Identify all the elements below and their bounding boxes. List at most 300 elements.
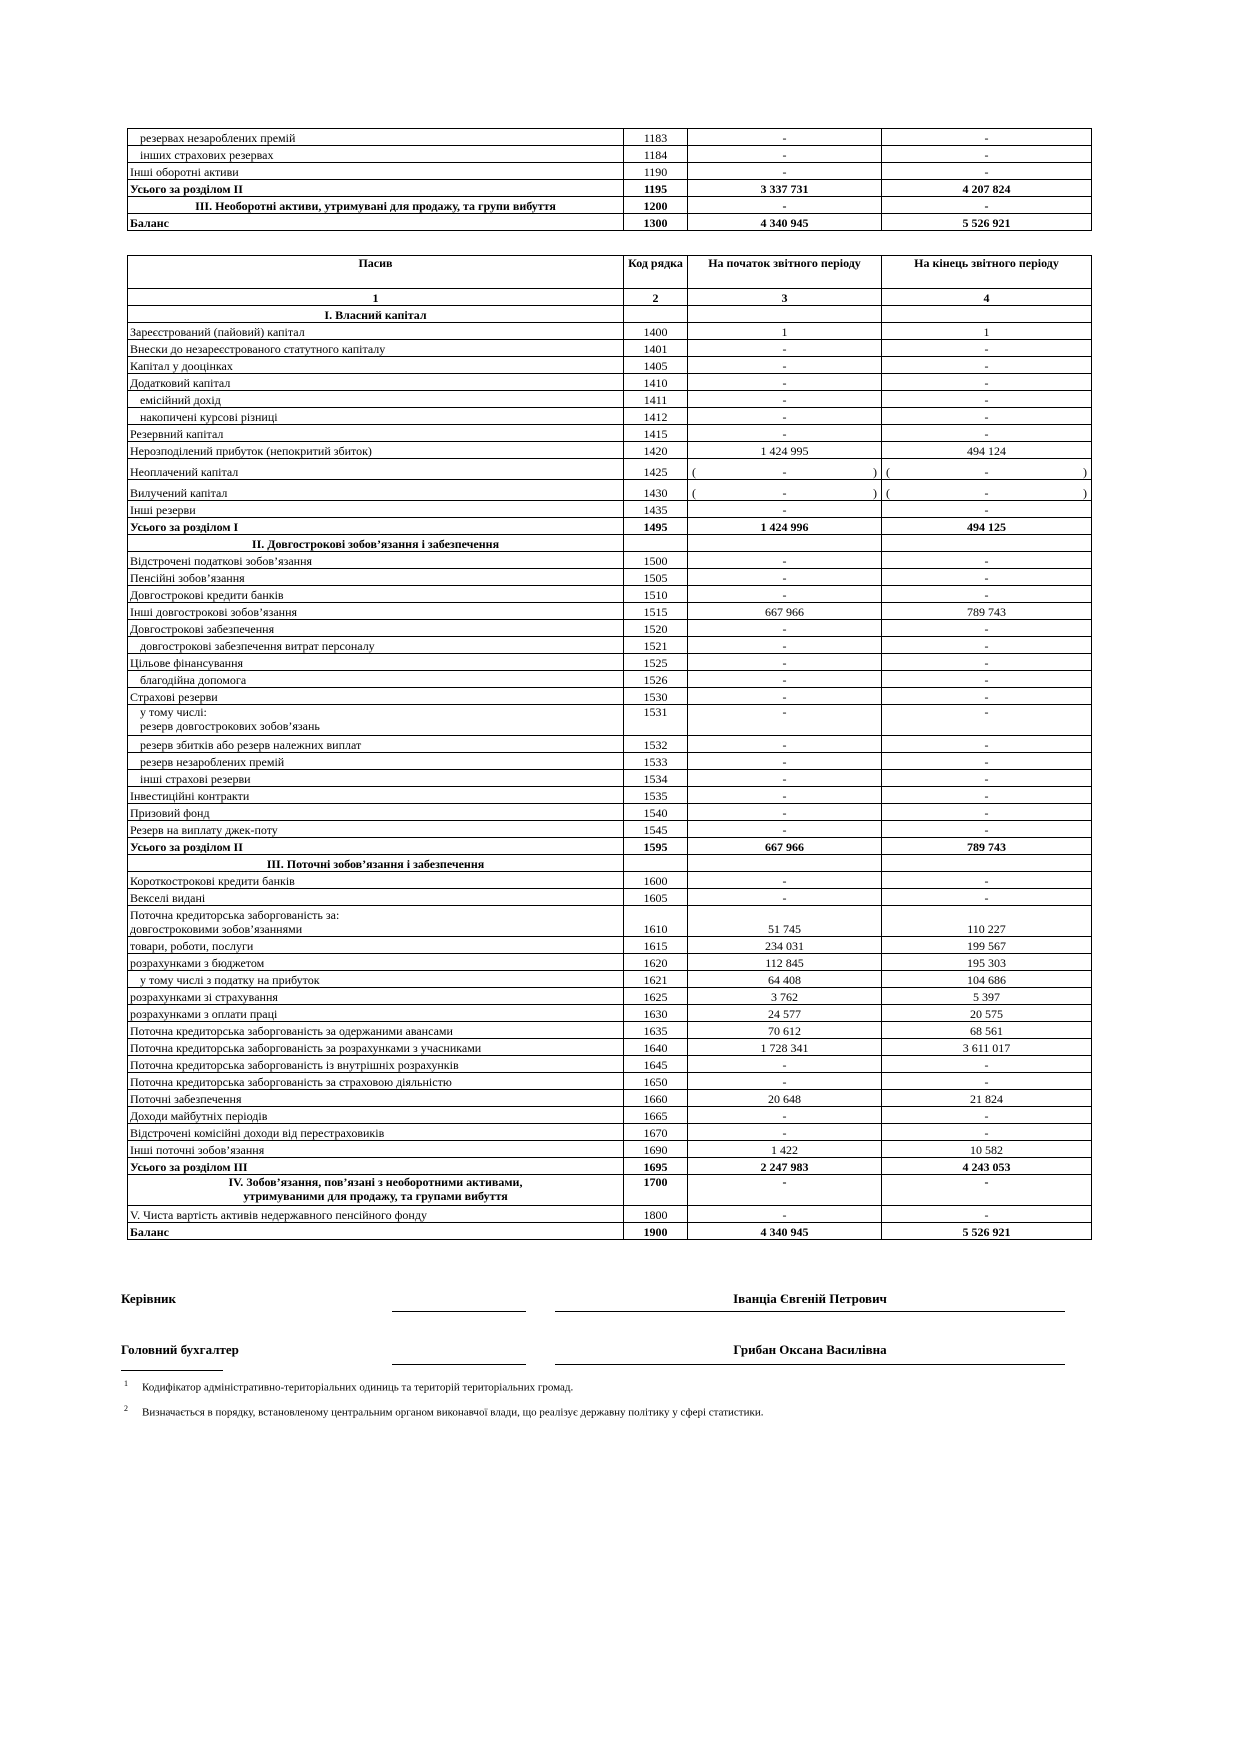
table-row (128, 180, 1092, 197)
row-end-value: - (882, 889, 1092, 906)
row-code: 1420 (624, 442, 688, 459)
row-start-value: - (688, 552, 882, 569)
row-start-value: - (688, 770, 882, 787)
row-end-value: - (882, 357, 1092, 374)
row-label: емісійний дохід (128, 391, 624, 408)
row-code: 1695 (624, 1158, 688, 1175)
row-code: 1515 (624, 603, 688, 620)
table-row (128, 988, 1092, 1005)
row-code: 1635 (624, 1022, 688, 1039)
row-start-value: - (688, 889, 882, 906)
row-end-value: - (882, 408, 1092, 425)
row-start-value: 3 337 731 (688, 180, 882, 197)
table-row (128, 1158, 1092, 1175)
row-end-value: 110 227 (882, 906, 1092, 937)
table-row (128, 1141, 1092, 1158)
table-row (128, 569, 1092, 586)
row-label: Усього за розділом I (128, 518, 624, 535)
row-start-value-cell (688, 459, 882, 480)
current1-body (128, 872, 1092, 906)
row-code: 1595 (624, 838, 688, 855)
row-end-value: 195 303 (882, 954, 1092, 971)
table-row (128, 501, 1092, 518)
row-end-value: - (882, 425, 1092, 442)
table-row (128, 971, 1092, 988)
accountant-title: Головний бухгалтер (121, 1342, 239, 1357)
row-label: Баланс (128, 1223, 624, 1240)
row-end-value: - (882, 872, 1092, 889)
row-label: Короткострокові кредити банків (128, 872, 624, 889)
row-label: резерв незароблених премій (128, 753, 624, 770)
section-two-heading (128, 535, 1092, 552)
row-start-value: 1 422 (688, 1141, 882, 1158)
row-code: 1500 (624, 552, 688, 569)
row-end-value: - (882, 753, 1092, 770)
row-code: 1184 (624, 146, 688, 163)
table-row (128, 357, 1092, 374)
longterm-body (128, 552, 1092, 705)
assets-tail-table (127, 128, 1092, 231)
tail-body (128, 1206, 1092, 1240)
table-row (128, 705, 1092, 736)
assets-tail-body (128, 129, 1092, 231)
row-end-value: - (882, 197, 1092, 214)
row-code: 1610 (624, 906, 688, 937)
row-code: 1400 (624, 323, 688, 340)
row-end-value: - (882, 705, 1092, 736)
paren-value (884, 486, 1089, 500)
row-label: Інші поточні зобов’язання (128, 1141, 624, 1158)
row-label: інших страхових резервах (128, 146, 624, 163)
table-row (128, 671, 1092, 688)
table-row (128, 770, 1092, 787)
footnote-separator (121, 1370, 223, 1371)
row-end-value: 4 207 824 (882, 180, 1092, 197)
row-code: 1401 (624, 340, 688, 357)
row-label (128, 1175, 624, 1206)
table-row (128, 688, 1092, 705)
row-code: 1665 (624, 1107, 688, 1124)
row-label: Нерозподілений прибуток (непокритий збиток) (128, 442, 624, 459)
row-label-line: утримуваними для продажу, та групами вибуття (243, 1189, 508, 1203)
row-end-value: - (882, 821, 1092, 838)
row-start-value: 51 745 (688, 906, 882, 937)
row-code: 1534 (624, 770, 688, 787)
open-paren: ( (886, 465, 890, 479)
row-end-value: - (882, 1124, 1092, 1141)
row-label: Поточна кредиторська заборгованість із внутрішніх розрахунків (128, 1056, 624, 1073)
section-heading-row (128, 535, 1092, 552)
row-label: Баланс (128, 214, 624, 231)
row-end-value: - (882, 1206, 1092, 1223)
row-start-value: - (688, 688, 882, 705)
row-label (128, 906, 624, 937)
row-code: 1545 (624, 821, 688, 838)
row-end-value: - (882, 736, 1092, 753)
footnote-number: 2 (124, 1404, 128, 1413)
row-end-value: 494 125 (882, 518, 1092, 535)
row-code: 1415 (624, 425, 688, 442)
row-label: Поточна кредиторська заборгованість за страховою діяльністю (128, 1073, 624, 1090)
row-label: Поточна кредиторська заборгованість за одержаними авансами (128, 1022, 624, 1039)
section-heading-row (128, 855, 1092, 872)
row-label: Усього за розділом II (128, 180, 624, 197)
row-start-value: - (688, 569, 882, 586)
table-row (128, 1206, 1092, 1223)
row-start-value: - (782, 465, 787, 479)
row-end-value: - (882, 688, 1092, 705)
row-label: Призовий фонд (128, 804, 624, 821)
row-label: резервах незароблених премій (128, 129, 624, 146)
row-end-value: - (882, 654, 1092, 671)
row-code: 1535 (624, 787, 688, 804)
row-code: 1540 (624, 804, 688, 821)
row-start-value: - (688, 1107, 882, 1124)
row-code: 1520 (624, 620, 688, 637)
row-end-value: 3 611 017 (882, 1039, 1092, 1056)
row-start-value: - (688, 357, 882, 374)
row-end-value: 68 561 (882, 1022, 1092, 1039)
row-label: Інші резерви (128, 501, 624, 518)
row-start-value: - (688, 391, 882, 408)
row-label-line: у тому числі: (140, 705, 207, 719)
table-row (128, 163, 1092, 180)
table-row (128, 1022, 1092, 1039)
row-code: 1531 (624, 705, 688, 736)
row-start-value: - (688, 340, 882, 357)
row-label: Капітал у дооцінках (128, 357, 624, 374)
row-start-value: - (688, 1206, 882, 1223)
row-label: Страхові резерви (128, 688, 624, 705)
equity-tail-body (128, 501, 1092, 535)
table-row (128, 425, 1092, 442)
table-row (128, 1005, 1092, 1022)
row-start-value: 667 966 (688, 838, 882, 855)
row-start-value: - (688, 129, 882, 146)
table-row (128, 197, 1092, 214)
row-label-line: Поточна кредиторська заборгованість за: (130, 908, 340, 922)
row-end-value: 494 124 (882, 442, 1092, 459)
table-row (128, 408, 1092, 425)
row-start-value: - (688, 804, 882, 821)
row-code: 1650 (624, 1073, 688, 1090)
row-label: благодійна допомога (128, 671, 624, 688)
section-heading-equity: I. Власний капітал (128, 306, 624, 323)
row-start-value: 1 424 996 (688, 518, 882, 535)
row-start-value: - (688, 1056, 882, 1073)
row-end-value: - (882, 552, 1092, 569)
row-label: резерв збитків або резерв належних виплат (128, 736, 624, 753)
row-code: 1405 (624, 357, 688, 374)
row-label-line: IV. Зобов’язання, пов’язані з необоротними активами, (228, 1175, 523, 1189)
row-start-value: - (688, 736, 882, 753)
row-code: 1621 (624, 971, 688, 988)
section-three-heading (128, 855, 1092, 872)
row-end-value: - (882, 787, 1092, 804)
row-start-value: 1 728 341 (688, 1039, 882, 1056)
section-heading-current: III. Поточні зобов’язання і забезпечення (128, 855, 624, 872)
row-label: у тому числі з податку на прибуток (128, 971, 624, 988)
row-start-value: - (688, 821, 882, 838)
row-start-value: 4 340 945 (688, 1223, 882, 1240)
head-name-line (555, 1311, 1065, 1312)
table-row (128, 954, 1092, 971)
row-label: Неоплачений капітал (128, 459, 624, 480)
row-1610-body (128, 906, 1092, 937)
table-row (128, 459, 1092, 480)
row-code: 1410 (624, 374, 688, 391)
row-code: 1900 (624, 1223, 688, 1240)
row-end-value: 5 397 (882, 988, 1092, 1005)
row-label: розрахунками з бюджетом (128, 954, 624, 971)
table-row (128, 889, 1092, 906)
liabilities-table (127, 255, 1092, 1240)
row-label: Відстрочені податкові зобов’язання (128, 552, 624, 569)
row-label: Усього за розділом II (128, 838, 624, 855)
table-row (128, 129, 1092, 146)
row-code: 1526 (624, 671, 688, 688)
row-start-value: - (688, 1124, 882, 1141)
table-row (128, 753, 1092, 770)
row-label: III. Необоротні активи, утримувані для продажу, та групи вибуття (128, 197, 624, 214)
footnote-number: 1 (124, 1379, 128, 1388)
row-label: Цільове фінансування (128, 654, 624, 671)
section-heading-longterm: II. Довгострокові зобов’язання і забезпечення (128, 535, 624, 552)
row-end-value: - (882, 620, 1092, 637)
row-code: 1533 (624, 753, 688, 770)
row-start-value: 667 966 (688, 603, 882, 620)
row-start-value: - (688, 1073, 882, 1090)
table-row (128, 323, 1092, 340)
table-row (128, 1124, 1092, 1141)
row-label: Зареєстрований (пайовий) капітал (128, 323, 624, 340)
row-code: 1525 (624, 654, 688, 671)
row-end-value: 20 575 (882, 1005, 1092, 1022)
row-code: 1625 (624, 988, 688, 1005)
table-row (128, 480, 1092, 501)
table-row (128, 442, 1092, 459)
table-row (128, 1073, 1092, 1090)
row-code: 1435 (624, 501, 688, 518)
row-end-value-cell (882, 459, 1092, 480)
row-label: Резерв на виплату джек-поту (128, 821, 624, 838)
row-end-value: 5 526 921 (882, 214, 1092, 231)
row-start-value: 1 (688, 323, 882, 340)
row-1531-body (128, 705, 1092, 736)
accountant-name-line (555, 1364, 1065, 1365)
column-number-row (128, 289, 1092, 306)
table-row (128, 374, 1092, 391)
row-end-value: - (882, 1107, 1092, 1124)
row-end-value: - (882, 146, 1092, 163)
table-row (128, 804, 1092, 821)
row-label: розрахунками зі страхування (128, 988, 624, 1005)
footnote-text: Кодифікатор адміністративно-територіальних одиниць та територій територіальних громад. (142, 1381, 574, 1394)
row-label: накопичені курсові різниці (128, 408, 624, 425)
table-row (128, 620, 1092, 637)
column-number: 2 (624, 289, 688, 306)
row-start-value: 3 762 (688, 988, 882, 1005)
table-row (128, 1223, 1092, 1240)
row-label: Довгострокові забезпечення (128, 620, 624, 637)
table-row (128, 821, 1092, 838)
table-row (128, 391, 1092, 408)
table-row (128, 654, 1092, 671)
row-start-value: - (688, 197, 882, 214)
row-label-line: довгостроковими зобов’язаннями (130, 922, 303, 936)
row-label: довгострокові забезпечення витрат персоналу (128, 637, 624, 654)
row-end-value: - (984, 465, 989, 479)
table-row (128, 787, 1092, 804)
row-label: розрахунками з оплати праці (128, 1005, 624, 1022)
table-row (128, 1107, 1092, 1124)
row-start-value: 1 424 995 (688, 442, 882, 459)
row-label: Вилучений капітал (128, 480, 624, 501)
row-code: 1190 (624, 163, 688, 180)
row-code: 1521 (624, 637, 688, 654)
row-end-value: 10 582 (882, 1141, 1092, 1158)
table-row (128, 872, 1092, 889)
table-row (128, 518, 1092, 535)
row-end-value: - (882, 804, 1092, 821)
row-start-value: - (688, 425, 882, 442)
row-code: 1532 (624, 736, 688, 753)
row-label: Додатковий капітал (128, 374, 624, 391)
section-heading-row (128, 306, 1092, 323)
row-end-value: - (882, 1073, 1092, 1090)
row-start-value: 70 612 (688, 1022, 882, 1039)
row-code: 1425 (624, 459, 688, 480)
table-row (128, 214, 1092, 231)
row-code: 1183 (624, 129, 688, 146)
head-title: Керівник (121, 1291, 177, 1306)
row-end-value: - (882, 586, 1092, 603)
row-start-value: - (688, 374, 882, 391)
column-number: 3 (688, 289, 882, 306)
row-label: Поточні забезпечення (128, 1090, 624, 1107)
current2-body (128, 937, 1092, 1175)
row-start-value: 4 340 945 (688, 214, 882, 231)
row-label: Поточна кредиторська заборгованість за розрахунками з учасниками (128, 1039, 624, 1056)
row-end-value: - (882, 374, 1092, 391)
row-code: 1495 (624, 518, 688, 535)
row-start-value: - (688, 620, 882, 637)
row-code: 1800 (624, 1206, 688, 1223)
longterm2-body (128, 736, 1092, 855)
row-start-value: - (688, 163, 882, 180)
row-label: Доходи майбутніх періодів (128, 1107, 624, 1124)
row-code: 1200 (624, 197, 688, 214)
paren-value (884, 465, 1089, 479)
open-paren: ( (692, 486, 696, 500)
row-start-value: - (688, 408, 882, 425)
footnote-1 (124, 1379, 573, 1394)
accountant-signature-line (392, 1364, 526, 1365)
close-paren: ) (1083, 465, 1087, 479)
table-row (128, 603, 1092, 620)
row-end-value: - (882, 163, 1092, 180)
row-code: 1645 (624, 1056, 688, 1073)
table-row (128, 637, 1092, 654)
row-code: 1670 (624, 1124, 688, 1141)
row-code: 1510 (624, 586, 688, 603)
table-row (128, 906, 1092, 937)
row-1700-body (128, 1175, 1092, 1206)
head-signature-line (392, 1311, 526, 1312)
equity-body (128, 323, 1092, 459)
close-paren: ) (873, 486, 877, 500)
row-label: товари, роботи, послуги (128, 937, 624, 954)
row-end-value: 4 243 053 (882, 1158, 1092, 1175)
row-end-value: - (882, 671, 1092, 688)
table-header-row (128, 256, 1092, 289)
row-code: 1690 (624, 1141, 688, 1158)
row-label: Резервний капітал (128, 425, 624, 442)
row-start-value: 112 845 (688, 954, 882, 971)
table-row (128, 552, 1092, 569)
row-start-value: - (688, 637, 882, 654)
row-end-value: 789 743 (882, 838, 1092, 855)
row-label: Внески до незареєстрованого статутного капіталу (128, 340, 624, 357)
table-row (128, 146, 1092, 163)
row-code: 1505 (624, 569, 688, 586)
row-start-value: - (688, 146, 882, 163)
row-label: Векселі видані (128, 889, 624, 906)
row-code: 1620 (624, 954, 688, 971)
row-start-value: - (688, 654, 882, 671)
row-end-value: 21 824 (882, 1090, 1092, 1107)
table-row (128, 1175, 1092, 1206)
row-label: V. Чиста вартість активів недержавного пенсійного фонду (128, 1206, 624, 1223)
header-col-liabilities: Пасив (128, 256, 624, 289)
column-number: 4 (882, 289, 1092, 306)
row-code: 1700 (624, 1175, 688, 1206)
column-number: 1 (128, 289, 624, 306)
row-code: 1640 (624, 1039, 688, 1056)
row-end-value: - (882, 129, 1092, 146)
row-start-value: - (688, 501, 882, 518)
row-end-value: - (882, 1056, 1092, 1073)
row-end-value-cell (882, 480, 1092, 501)
liabilities-body (128, 256, 1092, 323)
table-row (128, 1056, 1092, 1073)
row-label: Інші довгострокові зобов’язання (128, 603, 624, 620)
table-row (128, 340, 1092, 357)
table-row (128, 736, 1092, 753)
row-start-value: 20 648 (688, 1090, 882, 1107)
row-start-value-cell (688, 480, 882, 501)
row-start-value: - (688, 787, 882, 804)
paren-value (690, 465, 879, 479)
row-code: 1430 (624, 480, 688, 501)
row-start-value: - (782, 486, 787, 500)
row-end-value: - (882, 770, 1092, 787)
row-code: 1300 (624, 214, 688, 231)
table-row (128, 838, 1092, 855)
row-code: 1600 (624, 872, 688, 889)
close-paren: ) (1083, 486, 1087, 500)
row-label: Інші оборотні активи (128, 163, 624, 180)
row-start-value: - (688, 671, 882, 688)
row-end-value: 104 686 (882, 971, 1092, 988)
row-code: 1605 (624, 889, 688, 906)
row-code: 1411 (624, 391, 688, 408)
row-end-value: 789 743 (882, 603, 1092, 620)
head-name: Іванціа Євгеній Петрович (733, 1291, 887, 1306)
row-end-value: - (882, 637, 1092, 654)
row-label: Усього за розділом III (128, 1158, 624, 1175)
paren-value (690, 486, 879, 500)
